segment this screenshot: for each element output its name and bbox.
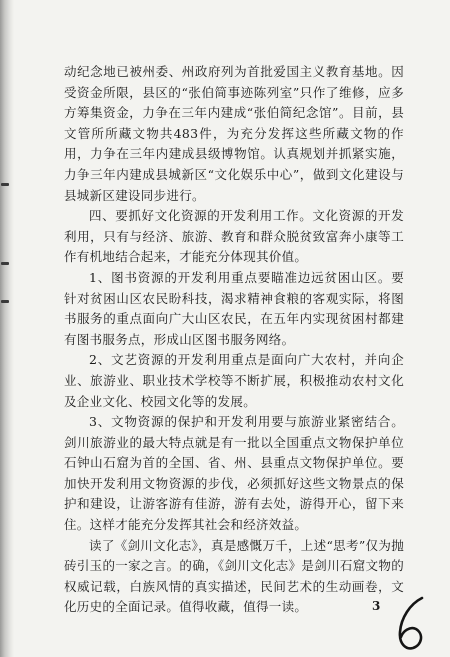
binding-mark [1, 183, 9, 186]
paragraph-item-one: 1、图书资源的开发利用重点要瞄准边远贫困山区。要针对贫困山区农民盼科技，渴求精神食粮的客观实际，将图书服务的重点面向广大山区农民，在五年内实现贫困村都建有图书服务点，形成山区图书服务网络。 [64, 269, 404, 347]
binding-mark [1, 300, 9, 303]
paragraph-item-three: 3、文物资源的保护和开发利用要与旅游业紧密结合。剑川旅游业的最大特点就是有一批以全国重点文物保护单位石钟山石窟为首的全国、省、州、县重点文物保护单位。要加快开发利用文物资源的步伐，必须抓好这些文物景点的保护和建设，让游客游有佳游，游有去处，游得开心，留下来住。这样才能充分发挥其社会和经济效益。 [64, 414, 404, 533]
body-text [64, 62, 404, 618]
binding-shadow [0, 0, 14, 657]
page-number: 3 [372, 599, 381, 613]
paragraph-conclusion: 读了《剑川文化志》，真是感慨万千，上述“思考”仅为抛砖引玉的一家之言。的确，《剑川文化志》是剑川石窟文物的权威记载，白族风情的真实描述，民间艺术的生动画卷，文化历史的全面记录。值得收藏，值得一读。 [64, 537, 404, 615]
handwritten-page-number [392, 594, 432, 652]
paragraph-continuation: 动纪念地已被州委、州政府列为首批爱国主义教育基地。因受资金所限，县区的“张伯简事迹陈列室”只作了维修，应多方筹集资金，力争在三年内建成“张伯简纪念馆”。目前，县文管所所藏文物共483件，为充分发挥这些所藏文物的作用，力争在三年内建成县级博物馆。认真规划并抓紧实施，力争三年内建成县城新区“文化娱乐中心”，做到文化建设与县城新区建设同步进行。 [64, 64, 404, 203]
paragraph-section-four: 四、要抓好文化资源的开发利用工作。文化资源的开发利用，只有与经济、旅游、教育和群众脱贫致富奔小康等工作有机地结合起来，才能充分体现其价值。 [64, 208, 404, 265]
paragraph-item-two: 2、文艺资源的开发利用重点是面向广大农村，并向企业、旅游业、职业技术学校等不断扩展，积极推动农村文化及企业文化、校园文化等的发展。 [64, 352, 404, 409]
binding-mark [1, 262, 9, 265]
